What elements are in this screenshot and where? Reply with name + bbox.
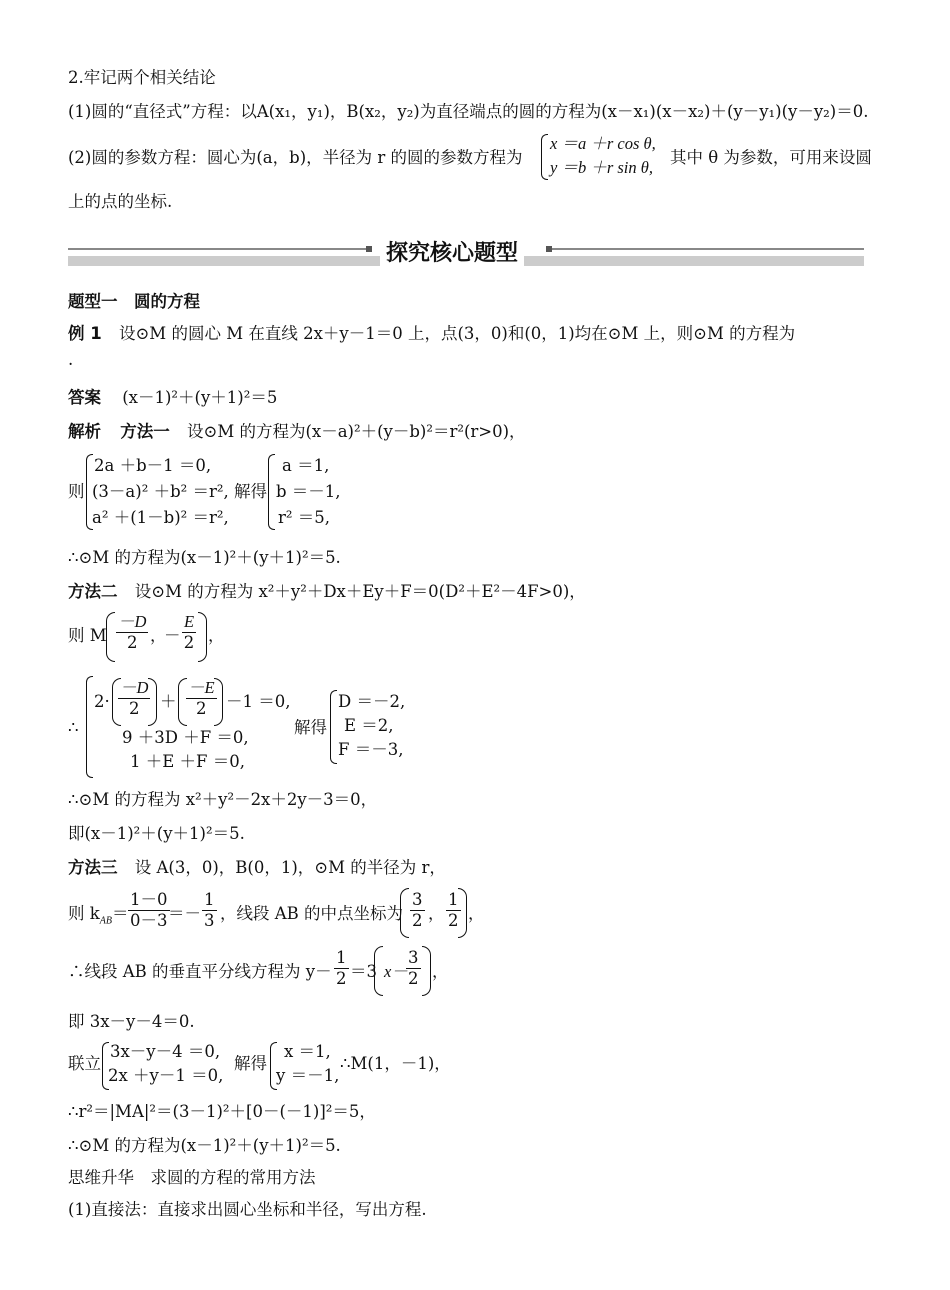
m3-k-mid: ，线段 AB 的中点坐标为	[220, 904, 404, 923]
frac-sys-negD-2: $\frac{-D}{2}$	[120, 678, 149, 718]
frac-k: $\frac{1-0}{0-3}$	[130, 890, 168, 930]
frac-E-2: $\frac{E}{2}$	[183, 612, 195, 652]
m1-res-1: a ＝1,	[282, 456, 330, 475]
example-text: 设⊙M 的圆心 M 在直线 2x＋y－1＝0 上，点(3，0)和(0，1)均在⊙M 上，则⊙M 的方程为	[118, 324, 796, 343]
m1-sys-2: (3－a)² ＋b² ＝r²,	[92, 482, 229, 501]
m3-sys-2: 2x ＋y－1 ＝0,	[108, 1066, 224, 1085]
frac-1-2: $\frac{1}{2}$	[448, 890, 459, 930]
summary-title: 思维升华 求圆的方程的常用方法	[68, 1168, 316, 1187]
brace-m1-res	[268, 454, 275, 530]
m1-sys-3: a² ＋(1－b)² ＝r²,	[92, 508, 229, 527]
method2-line	[68, 580, 586, 604]
m3-mid-paren-r	[458, 888, 467, 938]
m3-perp-pre: ∴线段 AB 的垂直平分线方程为 y－	[68, 962, 332, 981]
m3-M: ∴M(1，－1)，	[340, 1054, 451, 1073]
m2-sys-3: 1 ＋E ＋F ＝0,	[130, 752, 245, 771]
m2-therefore: ∴	[68, 718, 79, 737]
m3-perp-paren-l	[374, 946, 383, 996]
m3-mid-sep: ，	[428, 904, 445, 923]
m1-res-3: r² ＝5,	[278, 508, 330, 527]
m2-paren-l	[106, 612, 115, 662]
param-eq2: y ＝b ＋r sin θ,	[550, 158, 653, 177]
banner-square-right	[546, 246, 552, 252]
m2-sys-2: 9 ＋3D ＋F ＝0,	[122, 728, 249, 747]
heading-two-conclusions: 2.牢记两个相关结论	[68, 68, 216, 87]
frac-negD-2: $\frac{-D}{2}$	[118, 612, 147, 652]
brace-param	[541, 134, 548, 180]
m2-sys-b: ＋	[160, 692, 177, 711]
method1-line	[68, 420, 526, 444]
frac-perp-3-2: $\frac{3}{2}$	[408, 948, 419, 988]
m2-sep: ，	[150, 626, 167, 645]
m2-sys-c: －1 ＝0,	[226, 692, 291, 711]
m3-perp-end: ，	[432, 962, 449, 981]
m3-perp-inner: x－	[384, 962, 408, 981]
m2-then: 则 M	[68, 626, 107, 645]
m2-solve: 解得	[294, 718, 327, 737]
example-line	[68, 322, 795, 346]
m2-res-3: F ＝－3,	[338, 740, 404, 759]
answer-label: 答案	[68, 388, 101, 407]
m2-comma: ，	[208, 626, 225, 645]
brace-m2-res	[330, 690, 337, 764]
method2-label: 方法二	[68, 582, 118, 601]
m1-sys-1: 2a ＋b－1 ＝0,	[94, 456, 212, 475]
method3-text: 设 A(3，0)，B(0，1)，⊙M 的半径为 r，	[134, 858, 446, 877]
m3-res-1: x ＝1,	[284, 1042, 331, 1061]
param-eq1: x ＝a ＋r cos θ,	[550, 134, 656, 153]
brace-m2-sys	[86, 676, 93, 778]
m2-conclusion-2: 即(x－1)²＋(y＋1)²＝5.	[68, 824, 245, 843]
example-label: 例 1	[68, 324, 102, 343]
method2-text: 设⊙M 的方程为 x²＋y²＋Dx＋Ey＋F＝0(D²＋E²－4F>0)，	[134, 582, 586, 601]
method3-line	[68, 856, 446, 880]
parametric-text-post: 其中 θ 为参数，可用来设圆	[670, 148, 872, 167]
parametric-text-cont: 上的点的坐标.	[68, 192, 173, 211]
m3-k-pre: 则 $k_{AB}=$	[68, 904, 129, 927]
m3-solve: 解得	[234, 1054, 267, 1073]
banner-square-left	[366, 246, 372, 252]
summary-item1: (1)直接法：直接求出圆心坐标和半径，写出方程.	[68, 1200, 427, 1219]
method1-text: 设⊙M 的方程为(x－a)²＋(y－b)²＝r²(r>0)，	[187, 422, 526, 441]
m2-paren-r	[198, 612, 207, 662]
m3-sys-1: 3x－y－4 ＝0,	[110, 1042, 221, 1061]
m2-sys-paren1-r	[148, 678, 157, 726]
m2-res-1: D ＝－2,	[338, 692, 406, 711]
m3-conclusion: ∴⊙M 的方程为(x－1)²＋(y＋1)²＝5.	[68, 1136, 341, 1155]
frac-one-three: $\frac{1}{3}$	[204, 890, 215, 930]
parametric-text-pre: (2)圆的参数方程：圆心为(a，b)，半径为 r 的圆的参数方程为	[68, 148, 523, 167]
diameter-form-text: (1)圆的“直径式”方程：以A(x₁，y₁)，B(x₂，y₂)为直径端点的圆的方程为(x－x₁)(x－x₂)＋(y－y₁)(y－y₂)＝0.	[68, 102, 869, 121]
frac-perp-1-2: $\frac{1}{2}$	[336, 948, 347, 988]
analysis-label: 解析	[68, 422, 101, 441]
m1-solve: 解得	[234, 482, 267, 501]
method1-label: 方法一	[120, 422, 170, 441]
answer-line	[68, 386, 277, 410]
m1-res-2: b ＝－1,	[276, 482, 341, 501]
answer-text: (x－1)²＋(y＋1)²＝5	[122, 388, 278, 407]
m3-mid-paren-l	[400, 888, 409, 938]
m3-mid-comma: ，	[468, 904, 485, 923]
method1-then: 则	[68, 482, 85, 501]
example-blank: .	[68, 350, 74, 369]
m3-join: 联立	[68, 1054, 101, 1073]
m2-sys-a: 2·	[94, 692, 110, 711]
section-title: 题型一 圆的方程	[68, 292, 200, 311]
banner-line-left	[68, 248, 368, 250]
m2-sys-paren2-r	[214, 678, 223, 726]
method3-label: 方法三	[68, 858, 118, 877]
m3-perp-paren-r	[422, 946, 431, 996]
m3-res-2: y ＝－1,	[276, 1066, 340, 1085]
m2-res-2: E ＝2,	[344, 716, 394, 735]
banner-line-right	[552, 248, 864, 250]
frac-3-2: $\frac{3}{2}$	[412, 890, 423, 930]
m2-neg: －	[164, 626, 181, 645]
m3-line: 即 3x－y－4＝0.	[68, 1012, 195, 1031]
m3-perp-mid: ＝3	[350, 962, 377, 981]
m1-conclusion: ∴⊙M 的方程为(x－1)²＋(y＋1)²＝5.	[68, 548, 341, 567]
m3-r: ∴r²＝|MA|²＝(3－1)²＋[0－(－1)]²＝5，	[68, 1102, 376, 1121]
m2-conclusion-1: ∴⊙M 的方程为 x²＋y²－2x＋2y－3＝0，	[68, 790, 378, 809]
m3-k-eq: ＝－	[168, 904, 201, 923]
banner-title: 探究核心题型	[380, 236, 524, 267]
frac-sys-negE-2: $\frac{-E}{2}$	[188, 678, 215, 718]
